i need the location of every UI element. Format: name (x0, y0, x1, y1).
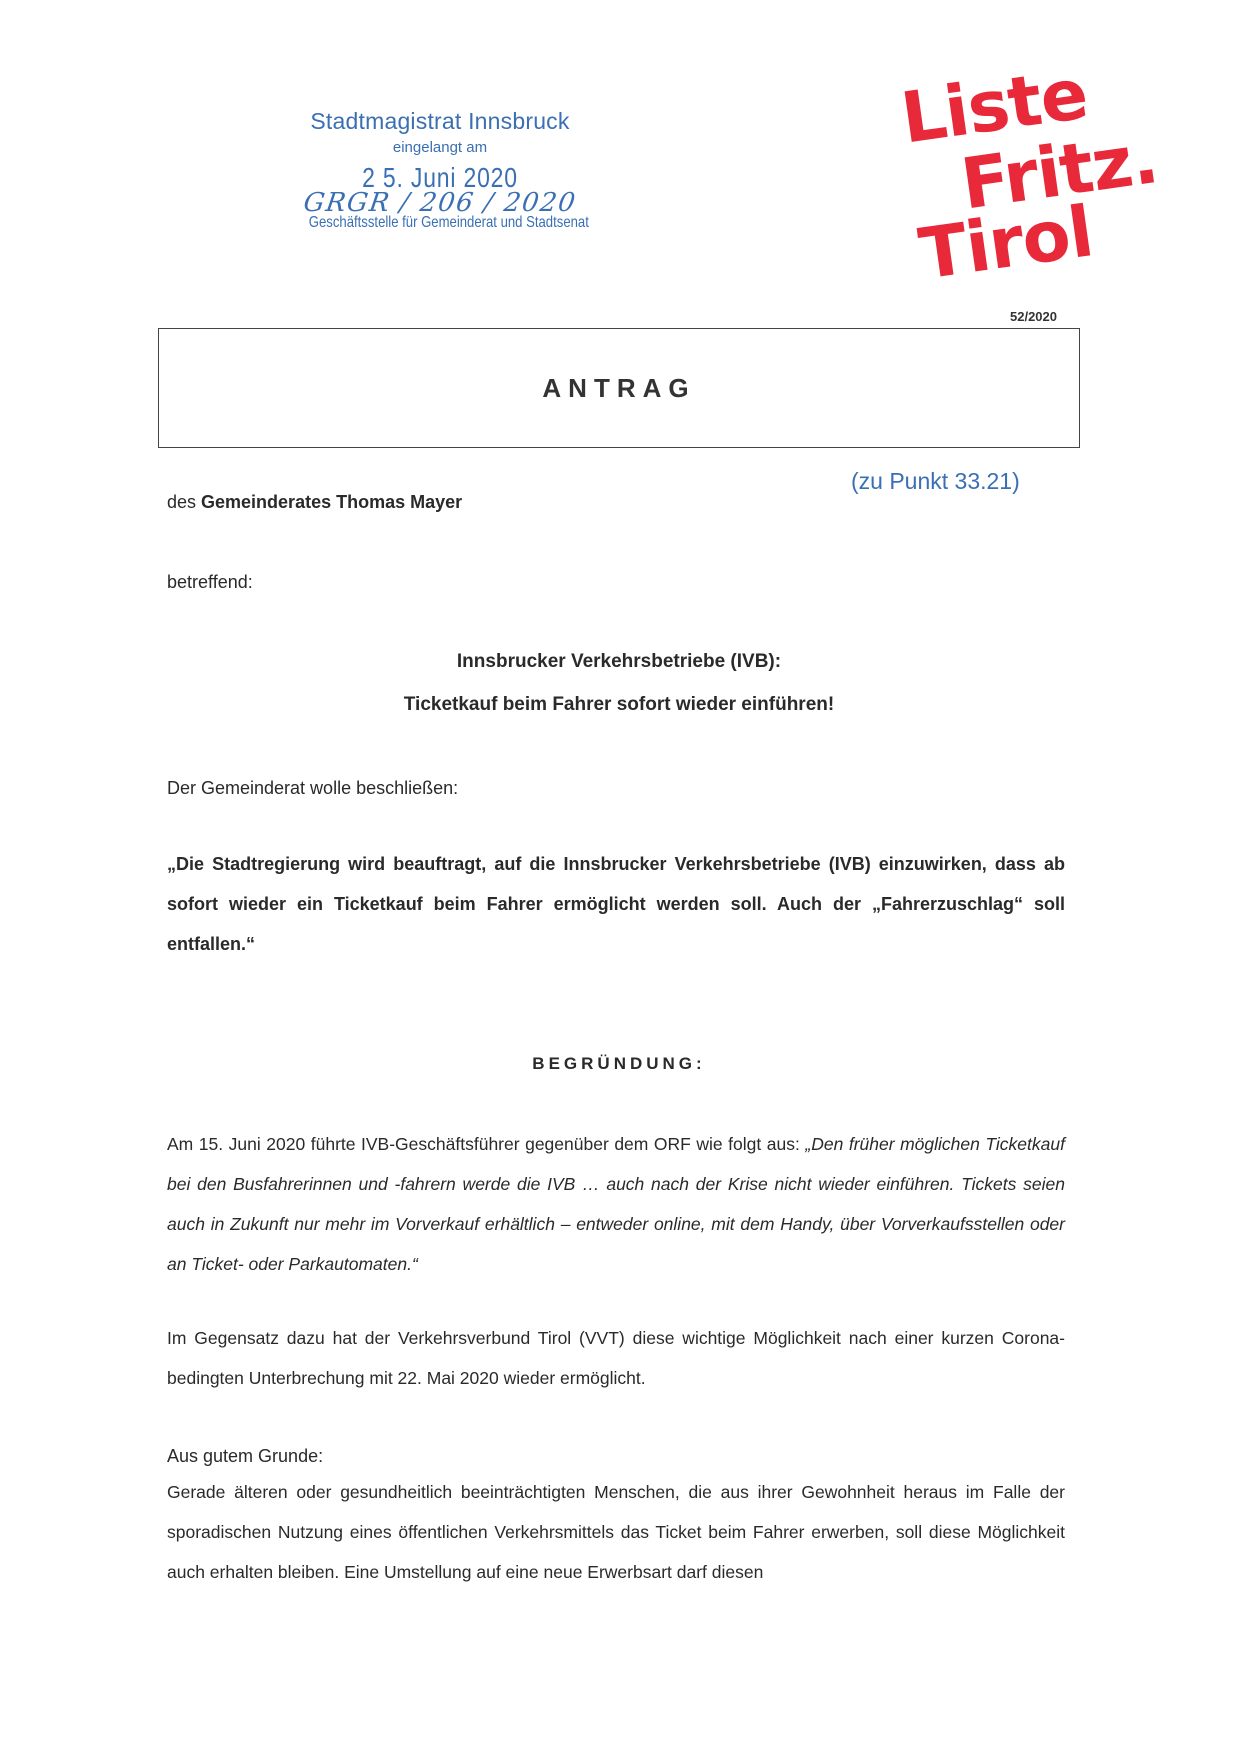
agenda-item-note: (zu Punkt 33.21) (851, 468, 1020, 494)
received-stamp (280, 108, 600, 232)
document-number: 52/2020 (1010, 309, 1057, 324)
author-line (167, 492, 462, 513)
logo-line-2: Fritz. (956, 117, 1163, 226)
document-title: ANTRAG (542, 373, 696, 403)
reasoning-subheading: Aus gutem Grunde: (167, 1446, 324, 1466)
author-prefix: des (167, 492, 202, 512)
stamp-title: Stadtmagistrat Innsbruck (310, 108, 570, 134)
author-name: Gemeinderates Thomas Mayer (201, 492, 463, 512)
stamp-reference: GRGR / 206 / 2020 (301, 188, 579, 218)
stamp-footer: Geschäftsstelle für Gemeinderat und Stadtsenat (308, 214, 589, 231)
orf-quote: „Den früher möglichen Ticketkauf bei den Busfahrerinnen und -fahrern werde die IVB … auch nach der Krise nicht wieder einführen. Tickets seien auch in Zukunft nur mehr im Vorverkauf erhältlich – entweder online, mit dem Handy, über Vorverkaufsstellen oder an Ticket- oder Parkautomaten.“ (167, 1134, 1065, 1274)
title-box (158, 328, 1080, 448)
motion-text: „Die Stadtregierung wird beauftragt, auf die Innsbrucker Verkehrsbetriebe (IVB) einzuwirken, dass ab sofort wieder ein Ticketkauf beim Fahrer ermöglicht werden soll. Auch der „Fahrerzuschlag“ soll entfallen.“ (167, 854, 1065, 954)
subject-line-2: Ticketkauf beim Fahrer sofort wieder einführen! (403, 694, 835, 715)
reasoning-heading: BEGRÜNDUNG: (532, 1054, 706, 1073)
reasoning-paragraph-2: Im Gegensatz dazu hat der Verkehrsverbund Tirol (VVT) diese wichtige Möglichkeit nach einer kurzen Corona-bedingten Unterbrechung mit 22. Mai 2020 wieder ermöglicht. (167, 1328, 1065, 1388)
stamp-subtitle: eingelangt am (392, 139, 488, 156)
reasoning-paragraph-3: Gerade älteren oder gesundheitlich beeinträchtigten Menschen, die aus ihrer Gewohnheit heraus im Falle der sporadischen Nutzung eines öffentlichen Verkehrsmittels das Ticket beim Fahrer erwerben, soll diese Möglichkeit auch erhalten bleiben. Eine Umstellung auf eine neue Erwerbsart darf diesen (167, 1482, 1065, 1582)
party-logo (896, 52, 1163, 300)
logo-line-3: Tirol (914, 190, 1098, 296)
subject-line-1: Innsbrucker Verkehrsbetriebe (IVB): (456, 651, 782, 672)
reasoning-paragraph-1 (167, 1124, 1065, 1284)
paragraph-1-lead: Am 15. Juni 2020 führte IVB-Geschäftsführer gegenüber dem ORF wie folgt aus: (167, 1134, 806, 1154)
motion-intro: Der Gemeinderat wolle beschließen: (167, 778, 459, 798)
logo-line-1: Liste (896, 52, 1093, 160)
regarding-label: betreffend: (167, 572, 253, 592)
stamp-date: 2 5. Juni 2020 (362, 162, 518, 193)
